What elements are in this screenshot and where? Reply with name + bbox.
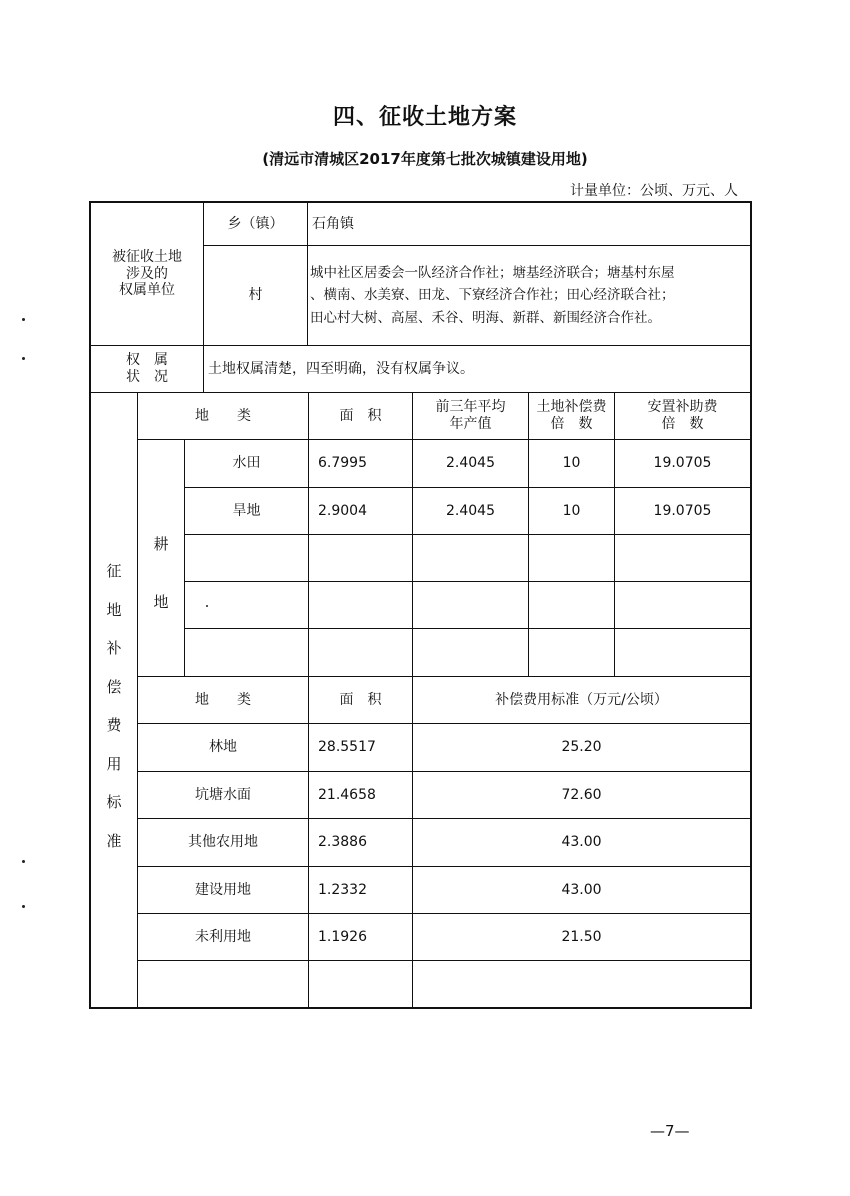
cultivated-header-area: 面 积 — [339, 407, 382, 424]
side-label-char: 地 — [106, 600, 122, 619]
status-label-line: 状 况 — [126, 369, 168, 385]
ownership-status-value: 土地权属清楚，四至明确，没有权属争议。 — [208, 360, 474, 377]
other-row-area: 28.5517 — [318, 739, 376, 756]
other-row-area: 2.3886 — [318, 834, 367, 851]
page-subtitle: (清远市清城区2017年度第七批次城镇建设用地) — [262, 150, 588, 168]
ownership-unit-label — [91, 203, 203, 345]
village-line: 城中社区居委会一队经济合作社；塘基经济联合；塘基村东屋 — [310, 265, 675, 282]
compensation-side-label — [91, 552, 137, 860]
other-header-standard: 补偿费用标准（万元/公顷） — [495, 691, 668, 708]
unit-note: 计量单位：公顷、万元、人 — [570, 183, 738, 199]
cultivated-group-label — [138, 515, 184, 631]
township-label: 乡（镇） — [227, 215, 284, 232]
scan-speck — [22, 905, 25, 908]
side-label-char: 标 — [106, 793, 122, 811]
scan-speck — [22, 318, 25, 321]
cultivated-header-land-multiple: 土地补偿费 倍 数 — [536, 399, 607, 432]
other-row-standard: 72.60 — [561, 786, 602, 803]
other-row-type: 未利用地 — [195, 928, 251, 945]
other-row-type: 其他农用地 — [188, 834, 258, 851]
cultivated-header-type: 地 类 — [195, 407, 251, 424]
status-label-line: 权 属 — [126, 351, 168, 368]
side-label-char: 用 — [106, 754, 122, 773]
side-label-char: 补 — [106, 639, 122, 657]
ownership-label-line: 权属单位 — [119, 282, 175, 299]
other-row-standard: 43.00 — [561, 881, 602, 898]
ownership-status-label — [91, 346, 203, 392]
ownership-label-line: 涉及的 — [126, 265, 168, 282]
group-label-char: 地 — [153, 593, 169, 611]
village-line: 田心村大树、高屋、禾谷、明海、新群、新围经济合作社。 — [310, 309, 661, 326]
cultivated-row-output: 2.4045 — [446, 455, 495, 472]
village-value — [310, 246, 750, 345]
scan-speck — [22, 357, 25, 360]
scan-speck — [22, 860, 25, 863]
cultivated-row-area: 6.7995 — [318, 455, 367, 472]
cultivated-row-output: 2.4045 — [446, 502, 495, 519]
page-title: 四、征收土地方案 — [332, 105, 517, 130]
cultivated-row-resettle-multiple: 19.0705 — [653, 502, 712, 519]
village-label: 村 — [248, 287, 263, 304]
cultivated-row-type: 水田 — [232, 455, 261, 472]
side-label-char: 偿 — [106, 677, 122, 696]
village-line: 、横南、水美寮、田龙、下寮经济合作社；田心经济联合社； — [310, 287, 675, 304]
township-value: 石角镇 — [312, 215, 354, 232]
cultivated-row-resettle-multiple: 19.0705 — [653, 455, 712, 472]
other-row-type: 坑塘水面 — [195, 786, 251, 803]
other-row-area: 1.1926 — [318, 928, 367, 945]
other-row-type: 林地 — [209, 739, 237, 756]
other-row-standard: 43.00 — [561, 834, 602, 851]
page-number: —7— — [650, 1122, 690, 1140]
other-header-area: 面 积 — [339, 691, 382, 708]
other-header-type: 地 类 — [195, 691, 251, 708]
side-label-char: 征 — [106, 562, 122, 580]
other-row-standard: 25.20 — [561, 739, 602, 756]
other-row-type: 建设用地 — [195, 881, 251, 898]
cultivated-row-area: 2.9004 — [318, 502, 367, 519]
cultivated-header-resettle-multiple: 安置补助费 倍 数 — [647, 399, 718, 432]
other-row-standard: 21.50 — [561, 928, 602, 945]
cultivated-row-land-multiple: 10 — [562, 455, 581, 472]
side-label-char: 费 — [106, 716, 122, 734]
group-label-char: 耕 — [153, 535, 169, 553]
cultivated-row-land-multiple: 10 — [562, 502, 581, 519]
other-row-area: 1.2332 — [318, 881, 367, 898]
side-label-char: 准 — [106, 831, 122, 850]
scan-speck — [206, 605, 208, 607]
cultivated-row-type: 旱地 — [232, 502, 261, 519]
cultivated-header-output: 前三年平均 年产值 — [435, 399, 506, 432]
other-row-area: 21.4658 — [318, 786, 376, 803]
ownership-label-line: 被征收土地 — [112, 248, 182, 265]
